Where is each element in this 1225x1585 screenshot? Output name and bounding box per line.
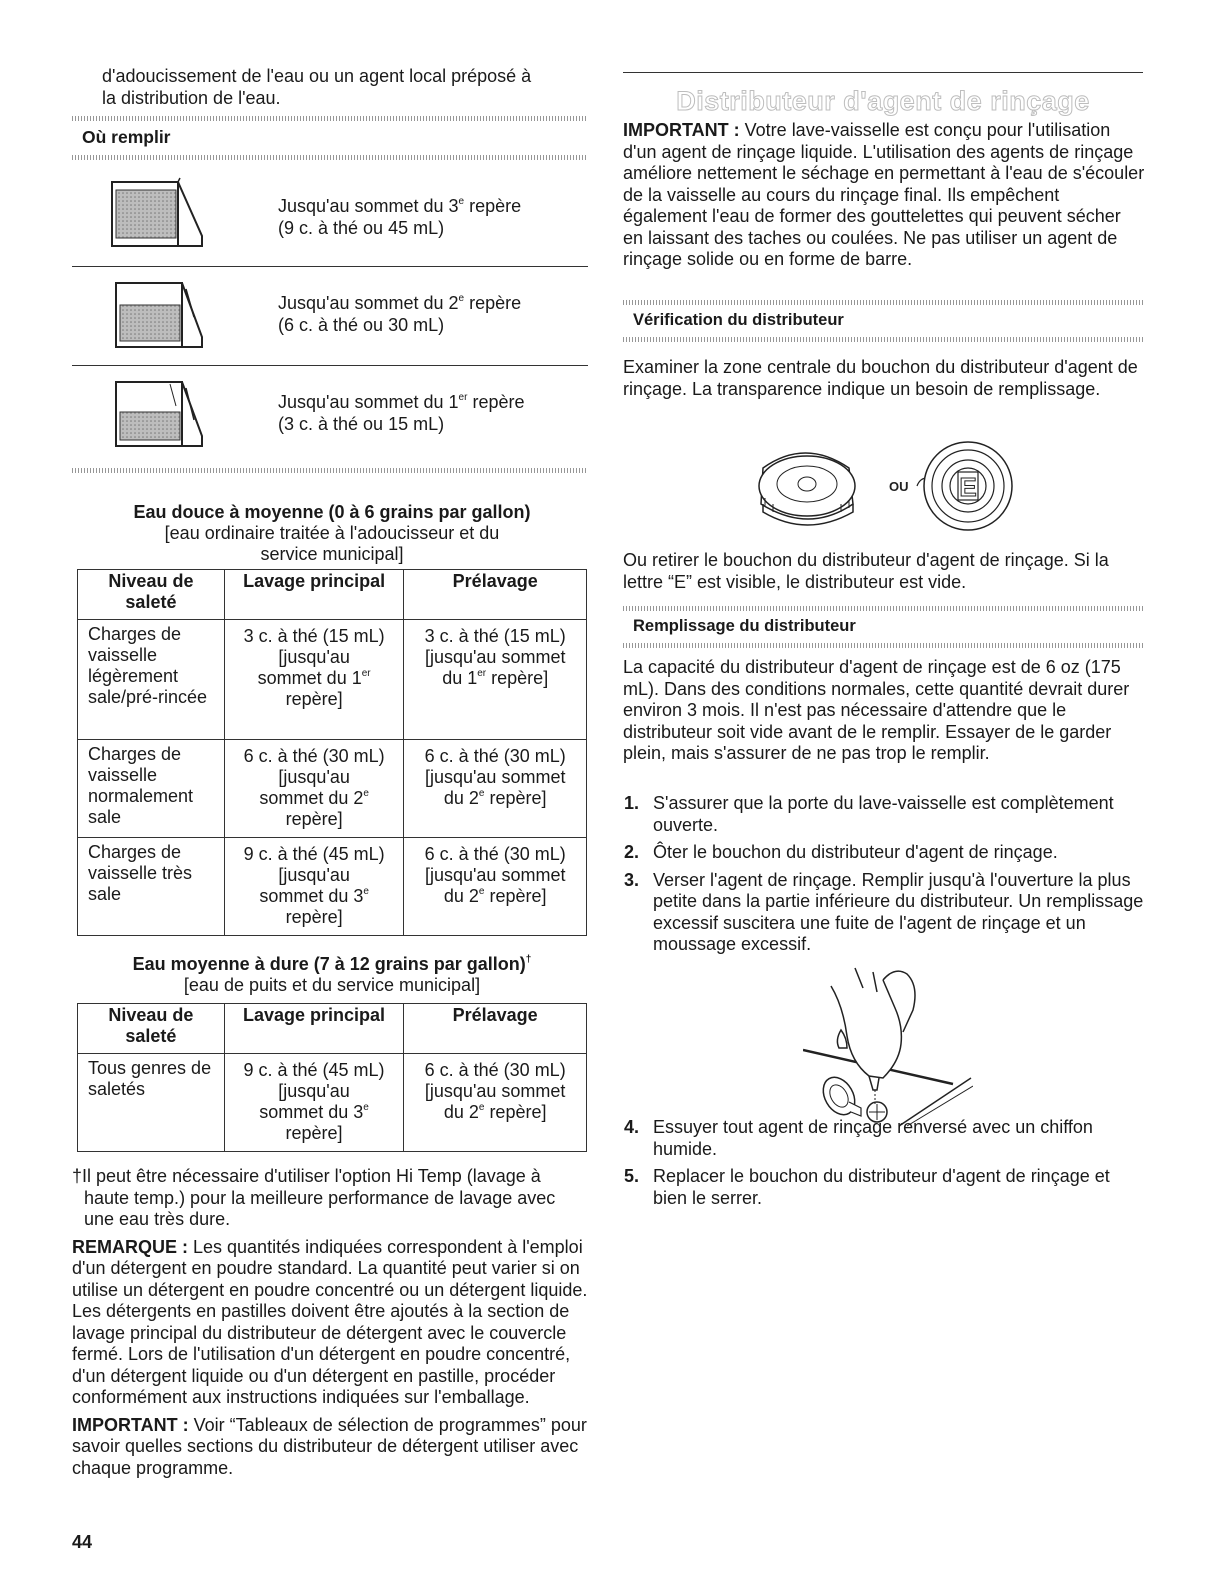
fill-level-row [72,366,588,464]
table-subtitle: [eau ordinaire traitée à l'adoucisseur et du service municipal] [164,523,500,564]
steps-list [623,1117,1145,1215]
important-paragraph: IMPORTANT : Voir “Tableaux de sélection de programmes” pour savoir quelles sections du distributeur de détergent utiliser avec chaque programme. [72,1414,587,1478]
divider [72,116,588,121]
main-wash-cell: 9 c. à thé (45 mL) [jusqu'au sommet du 3e repère] [224,838,404,936]
table-soft-water [72,502,592,936]
page-number: 44 [72,1532,93,1552]
table-title: Eau moyenne à dure (7 à 12 grains par gallon)† [132,954,532,974]
list-item: 5. Replacer le bouchon du distributeur d'agent de rinçage et bien le serrer. [624,1166,1110,1208]
dosage-table [77,1003,587,1152]
detergent-cup-one-third-icon [110,376,206,448]
remove-cap-text: Ou retirer le bouchon du distributeur d'agent de rinçage. Si la lettre “E” est visible, le distributeur est vide. [623,550,1109,592]
column-header: Niveau de saleté [78,1004,225,1054]
fill-text: La capacité du distributeur d'agent de rinçage est de 6 oz (175 mL). Dans des conditions normales, cette quantité devrait durer environ 3 mois. Il n'est pas nécessaire d'attendre que le distributeur soit vide avant de le remplir. Essayer de le garder plein, mais s'assurer de ne pas trop le remplir. [623,657,1130,763]
section-heading: Vérification du distributeur [633,311,844,329]
steps-list [623,793,1145,962]
fill-section [623,606,1143,648]
column-header: Lavage principal [224,1004,404,1054]
pouring-rinse-aid-illustration [803,966,973,1128]
where-to-fill-section [72,116,588,160]
important-paragraph: IMPORTANT : Votre lave-vaisselle est conçu pour l'utilisation d'un agent de rinçage liquide. L'utilisation des agents de rinçage améliore nettement le séchage en permettant à l'eau de s'écouler de la vaisselle au cours du rinçage final. Ils empêchent également l'eau de former des gouttelettes qui peuvent sécher en laissant des taches ou coulées. Ne pas utiliser un agent de rinçage solide ou en forme de barre. [623,120,1145,269]
soil-level-cell: Tous genres de saletés [78,1054,225,1152]
main-wash-cell: 6 c. à thé (30 mL) [jusqu'au sommet du 2e repère] [224,740,404,838]
table-subtitle: [eau de puits et du service municipal] [183,975,481,995]
verify-text: Examiner la zone centrale du bouchon du distributeur d'agent de rinçage. La transparence indique un besoin de remplissage. [623,357,1138,399]
table-header-row [78,570,587,620]
cap-letter-e-icon [917,442,1012,530]
divider [72,468,588,473]
soil-level-cell: Charges de vaisselle légèrement sale/pré-rincée [78,620,225,740]
list-item: 1. S'assurer que la porte du lave-vaisselle est complètement ouverte. [624,793,1114,835]
ou-label: OU [889,479,909,494]
divider [623,337,1143,342]
column-header: Niveau de saleté [78,570,225,620]
divider [623,72,1143,73]
table-title: Eau douce à moyenne (0 à 6 grains par gallon) [133,502,531,522]
prewash-cell: 6 c. à thé (30 mL) [jusqu'au sommet du 2e repère] [404,838,587,936]
divider [72,155,588,160]
cap-indicator-icon [759,453,855,525]
divider [623,300,1143,305]
table-hard-water [72,954,592,1152]
section-title: Distributeur d'agent de rinçage [676,86,1090,116]
prewash-cell: 6 c. à thé (30 mL) [jusqu'au sommet du 2e repère] [404,740,587,838]
fill-level-text: Jusqu'au sommet du 2e repère (6 c. à thé ou 30 mL) [278,293,522,335]
section-heading: Remplissage du distributeur [633,617,856,635]
fill-level-text: Jusqu'au sommet du 3e repère (9 c. à thé ou 45 mL) [278,196,522,238]
table-row [78,740,587,838]
list-item: 2. Ôter le bouchon du distributeur d'agent de rinçage. [624,842,1058,862]
rinse-aid-cap-illustration [745,434,1035,554]
main-wash-cell: 9 c. à thé (45 mL) [jusqu'au sommet du 3e repère] [224,1054,404,1152]
column-header: Prélavage [404,1004,587,1054]
intro-text [102,66,602,109]
table-row [78,838,587,936]
fill-levels [72,168,588,464]
list-item: 4. Essuyer tout agent de rinçage renversé avec un chiffon humide. [624,1117,1093,1159]
dosage-table [77,569,587,936]
notes-block [72,1166,588,1485]
fill-level-row [72,267,588,365]
divider [623,643,1143,648]
section-heading: Où remplir [82,127,171,147]
prewash-cell: 3 c. à thé (15 mL) [jusqu'au sommet du 1er repère] [404,620,587,740]
main-wash-cell: 3 c. à thé (15 mL) [jusqu'au sommet du 1er repère] [224,620,404,740]
verify-section [623,300,1143,342]
footnote: †Il peut être nécessaire d'utiliser l'option Hi Temp (lavage à haute temp.) pour la meilleure performance de lavage avec une eau très dure. [72,1166,556,1229]
soil-level-cell: Charges de vaisselle normalement sale [78,740,225,838]
table-row [78,620,587,740]
remarque-paragraph: REMARQUE : Les quantités indiquées correspondent à l'emploi d'un détergent en poudre standard. La quantité peut varier si on utilise un détergent en poudre concentré ou un détergent liquide. Les détergents en pastilles doivent être ajoutés à la section de lavage principal du distributeur de détergent avec le couvercle fermé. Lors de l'utilisation d'un détergent en poudre concentré, d'un détergent liquide ou d'un détergent en pastille, procéder conformément aux instructions indiquées sur l'emballage. [72,1236,588,1407]
detergent-cup-full-icon [110,176,206,248]
list-item: 3. Verser l'agent de rinçage. Remplir jusqu'à l'ouverture la plus petite dans la partie inférieure du distributeur. Un remplissage excessif suscitera une fuite de l'agent de rinçage et un moussage excessif. [624,869,1144,954]
divider [623,606,1143,611]
table-header-row [78,1004,587,1054]
soil-level-cell: Charges de vaisselle très sale [78,838,225,936]
column-header: Prélavage [404,570,587,620]
intro-line-2: la distribution de l'eau. [102,87,281,108]
prewash-cell: 6 c. à thé (30 mL) [jusqu'au sommet du 2e repère] [404,1054,587,1152]
fill-level-text: Jusqu'au sommet du 1er repère (3 c. à thé ou 15 mL) [278,392,525,434]
svg-text:E: E [959,472,977,502]
column-header: Lavage principal [224,570,404,620]
table-row [78,1054,587,1152]
intro-line-1: d'adoucissement de l'eau ou un agent local préposé à [102,66,532,86]
fill-level-row [72,168,588,266]
detergent-cup-two-thirds-icon [110,277,206,349]
